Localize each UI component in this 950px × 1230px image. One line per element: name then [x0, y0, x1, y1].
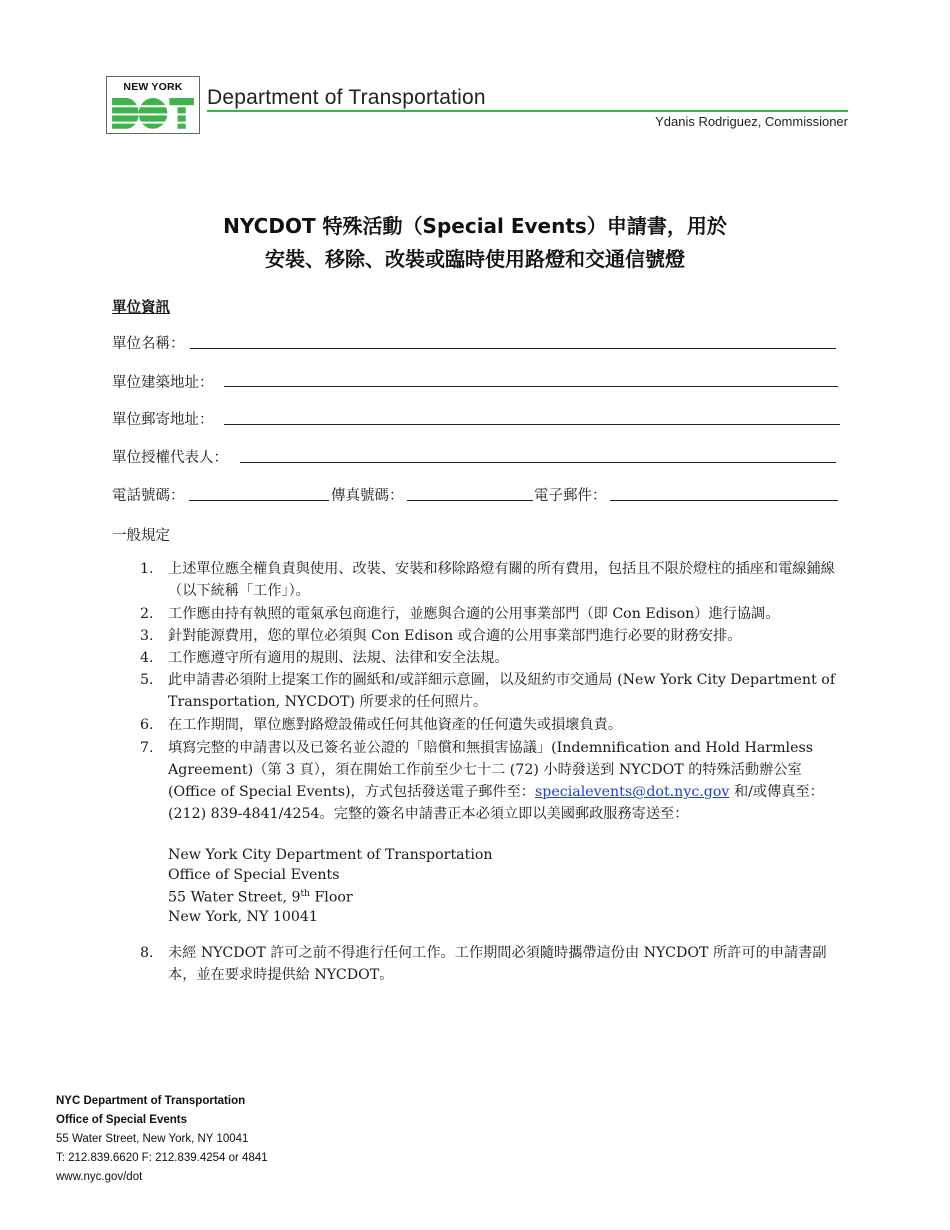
email-label: 電子郵件：	[534, 488, 607, 504]
header-divider	[207, 110, 848, 112]
building-address-field[interactable]	[224, 386, 838, 387]
mailing-address-label: 單位郵寄地址：	[112, 412, 214, 428]
org-info-heading: 單位資訊	[112, 300, 170, 316]
commissioner-name: Ydanis Rodriguez, Commissioner	[655, 114, 848, 129]
mailing-address-block: New York City Department of Transportation Office of Special Events 55 Water Street, 9th Floor New York, NY 10041	[168, 847, 493, 926]
footer: NYC Department of Transportation Office of Special Events 55 Water Street, New York, NY 10041 T: 212.839.6620 F: 212.839.4254 or 4841 www.nyc.gov/dot	[56, 1095, 268, 1183]
phone-label: 電話號碼：	[112, 488, 185, 504]
form-title-line1: NYCDOT 特殊活動（Special Events）申請書，用於	[223, 214, 727, 238]
org-name-field[interactable]	[190, 348, 836, 349]
nyc-dot-logo	[106, 76, 200, 134]
general-provisions-heading: 一般規定	[112, 528, 170, 544]
representative-label: 單位授權代表人：	[112, 450, 228, 466]
list-item: 8. 未經 NYCDOT 許可之前不得進行任何工作。工作期間必須隨時攜帶這份由 NYCDOT 所許可的申請書副本，並在要求時提供給 NYCDOT。	[140, 945, 827, 983]
building-address-label: 單位建築地址：	[112, 375, 214, 391]
fax-label: 傳真號碼：	[331, 488, 404, 504]
org-name-label: 單位名稱：	[112, 336, 185, 352]
phone-field[interactable]	[189, 500, 329, 501]
email-link[interactable]: specialevents@dot.nyc.gov	[535, 784, 730, 800]
logo-text: NEW YORK	[110, 80, 196, 94]
representative-field[interactable]	[240, 462, 836, 463]
fax-field[interactable]	[407, 500, 533, 501]
list-item: 1. 上述單位應全權負責與使用、改裝、安裝和移除路燈有關的所有費用，包括且不限於燈柱的插座和電線鋪線（以下統稱「工作」）。	[140, 561, 835, 599]
department-name: Department of Transportation	[207, 86, 486, 109]
dot-logo-icon	[110, 96, 196, 131]
email-field[interactable]	[610, 500, 838, 501]
form-title-line2: 安裝、移除、改裝或臨時使用路燈和交通信號燈	[265, 247, 685, 271]
mailing-address-field[interactable]	[224, 424, 840, 425]
